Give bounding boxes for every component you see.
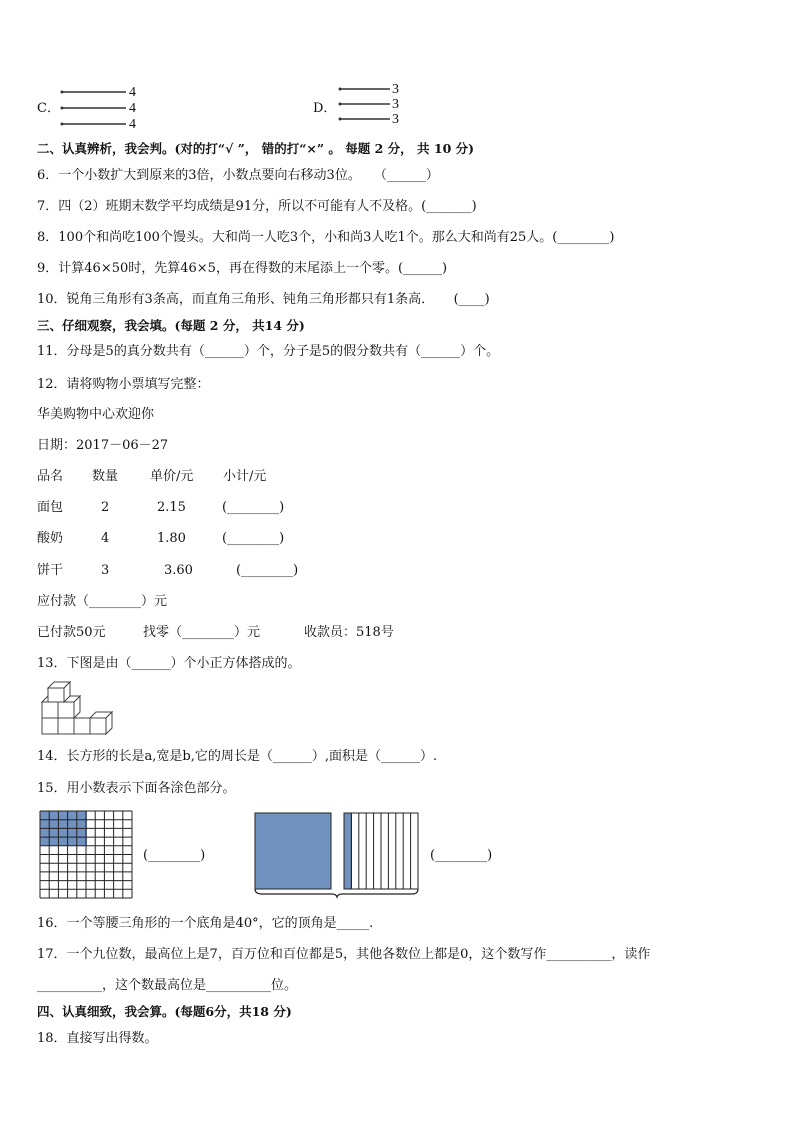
decimal-squares-figure xyxy=(252,811,422,897)
question-13: 13．下图是由（______）个小正方体搭成的。 xyxy=(37,656,301,671)
question-15-blank-1: (________) xyxy=(143,848,206,863)
receipt-row-name: 酸奶 xyxy=(37,531,64,546)
receipt-row-subtotal: (________) xyxy=(236,563,299,578)
question-10: 10．锐角三角形有3条高，而直角三角形、钝角三角形都只有1条高． (____) xyxy=(37,292,490,307)
option-c-label: C． xyxy=(37,101,60,116)
receipt-row-price: 3.60 xyxy=(164,563,193,578)
option-d-lines xyxy=(338,82,418,126)
option-d-mark-3: 3 xyxy=(392,112,399,127)
question-15-prompt: 15．用小数表示下面各涂色部分。 xyxy=(37,781,236,796)
question-9: 9．计算46×50时，先算46×5，再在得数的末尾添上一个零。(______) xyxy=(37,261,448,276)
receipt-header-price: 单价/元 xyxy=(150,469,194,484)
question-18: 18．直接写出得数。 xyxy=(37,1031,158,1046)
receipt-row-name: 饼干 xyxy=(37,563,64,578)
receipt-header-subtotal: 小计/元 xyxy=(223,469,267,484)
receipt-row-subtotal: (________) xyxy=(222,500,285,515)
question-12-prompt: 12．请将购物小票填写完整： xyxy=(37,377,210,392)
question-8: 8．100个和尚吃100个馒头。大和尚一人吃3个，小和尚3人吃1个。那么大和尚有25人。(________) xyxy=(37,230,615,245)
question-17-line-1: 17．一个九位数，最高位上是7，百万位和百位都是5，其他各数位上都是0，这个数写作__________，读作 xyxy=(37,947,651,962)
receipt-row-qty: 2 xyxy=(101,500,110,515)
option-c-mark-3: 4 xyxy=(129,117,136,132)
receipt-store-name: 华美购物中心欢迎你 xyxy=(37,407,155,422)
receipt-amount-due: 应付款（________）元 xyxy=(37,594,168,609)
receipt-paid: 已付款50元 xyxy=(37,625,106,640)
receipt-row-price: 1.80 xyxy=(157,531,186,546)
question-16: 16．一个等腰三角形的一个底角是40°，它的顶角是_____. xyxy=(37,916,374,931)
section-4-title: 四、认真细致，我会算。(每题6分，共18 分) xyxy=(37,1004,292,1019)
option-d-label: D． xyxy=(313,101,337,116)
question-15-blank-2: (________) xyxy=(430,848,493,863)
section-3-title: 三、仔细观察，我会填。(每题 2 分， 共14 分) xyxy=(37,318,305,333)
cubes-figure xyxy=(40,682,110,738)
receipt-cashier: 收款员：518号 xyxy=(304,625,394,640)
receipt-change: 找零（________）元 xyxy=(143,625,261,640)
option-c-mark-2: 4 xyxy=(129,101,136,116)
receipt-row-qty: 3 xyxy=(101,563,110,578)
receipt-row-name: 面包 xyxy=(37,500,64,515)
receipt-header-name: 品名 xyxy=(37,469,64,484)
option-d-mark-2: 3 xyxy=(392,97,399,112)
question-14: 14．长方形的长是a,宽是b,它的周长是（______）,面积是（______）. xyxy=(37,749,438,764)
shaded-grid-figure xyxy=(40,811,133,899)
section-2-title: 二、认真辨析，我会判。(对的打“√ ”， 错的打“×” 。 每题 2 分， 共 10 分) xyxy=(37,141,475,156)
option-c-lines xyxy=(60,85,150,129)
question-11: 11．分母是5的真分数共有（______）个，分子是5的假分数共有（______）个。 xyxy=(37,344,500,359)
receipt-row-qty: 4 xyxy=(101,531,110,546)
question-17-line-2: __________，这个数最高位是__________位。 xyxy=(37,978,298,993)
receipt-row-subtotal: (________) xyxy=(222,531,285,546)
question-6: 6．一个小数扩大到原来的3倍，小数点要向右移动3位。 （______） xyxy=(37,168,439,183)
receipt-header-qty: 数量 xyxy=(92,469,119,484)
option-c-mark-1: 4 xyxy=(129,85,136,100)
question-7: 7．四（2）班期末数学平均成绩是91分，所以不可能有人不及格。(_______) xyxy=(37,199,477,214)
receipt-row-price: 2.15 xyxy=(157,500,186,515)
receipt-date: 日期：2017－06－27 xyxy=(37,438,169,453)
option-d-mark-1: 3 xyxy=(392,82,399,97)
